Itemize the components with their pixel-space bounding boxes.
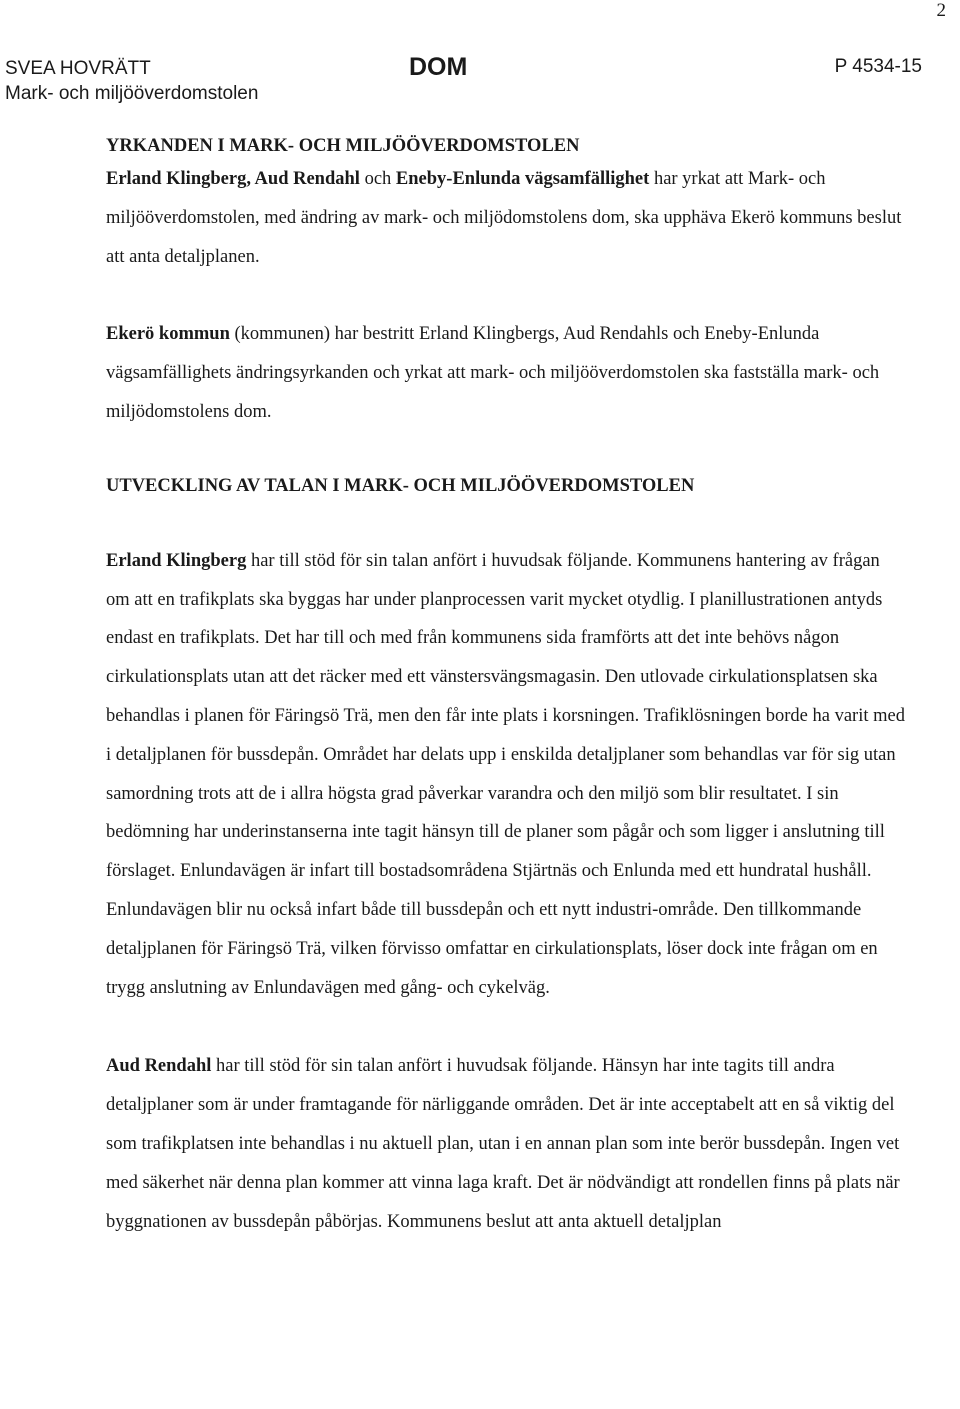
- paragraph-claims-appellants: [106, 160, 906, 276]
- court-name: SVEA HOVRÄTT: [5, 58, 151, 79]
- party-name-klingberg: Erland Klingberg: [106, 550, 247, 571]
- section-heading-arguments: UTVECKLING AV TALAN I MARK- OCH MILJÖÖVERDOMSTOLEN: [106, 475, 695, 496]
- connector-text: och: [359, 169, 396, 189]
- paragraph-text: (kommunen) har bestritt Erland Klingbergs, Aud Rendahls och Eneby-Enlunda vägsamfällighets ändringsyrkanden och yrkat att mark- och miljööverdomstolen ska fastställa mark- och miljödomstolens dom.: [106, 324, 880, 422]
- header-court-block: [5, 56, 258, 106]
- section-heading-claims: YRKANDEN I MARK- OCH MILJÖÖVERDOMSTOLEN: [106, 136, 580, 156]
- party-name-association: Eneby-Enlunda vägsamfällighet: [395, 169, 650, 189]
- court-division: Mark- och miljööverdomstolen: [5, 83, 259, 104]
- party-names: Erland Klingberg, Aud Rendahl: [106, 169, 360, 189]
- party-name-rendahl: Aud Rendahl: [106, 1056, 212, 1077]
- paragraph-arguments-rendahl: [106, 1047, 906, 1241]
- paragraph-arguments-klingberg: [106, 542, 906, 1008]
- document-body: [106, 132, 906, 1241]
- case-number: P 4534-15: [834, 56, 922, 77]
- paragraph-text: har yrkat att Mark- och miljööverdomstolen, med ändring av mark- och miljödomstolens dom, ska upphäva Ekerö kommuns beslut att anta detaljplanen.: [106, 169, 902, 267]
- paragraph-text: har till stöd för sin talan anfört i huvudsak följande. Kommunens hantering av frågan om att en trafikplats ska byggas har under planprocessen varit mycket otydlig. I planillustrationen antyds endast en trafikplats. Det har till och med från kommunens sida framförts att det inte behövs någon cirkulationsplats utan att det räcker med ett vänstersvängsmagasin. Den utlovade cirkulationsplatsen ska behandlas i planen för Färingsö Trä, men den får inte plats i korsningen. Trafiklösningen borde ha varit med i detaljplanen för bussdepån. Området har delats upp i enskilda detaljplaner som behandlas var för sig utan samordning trots att de i allra högsta grad påverkar varandra och den miljö som blir resultatet. I sin bedömning har underinstanserna inte tagit hänsyn till de planer som pågår och som ligger i anslutning till förslaget. Enlundavägen är infart till bostadsområdena Stjärtnäs och Enlunda med ett hundratal hushåll. Enlundavägen blir nu också infart både till bussdepån och ett nytt industri-område. Den tillkommande detaljplanen för Färingsö Trä, vilken förvisso omfattar en cirkulationsplats, löser dock inte frågan om en trygg anslutning av Enlundavägen med gång- och cykelväg.: [106, 550, 905, 998]
- page-number: 2: [936, 0, 946, 21]
- party-name-municipality: Ekerö kommun: [106, 324, 230, 345]
- paragraph-text: har till stöd för sin talan anfört i huvudsak följande. Hänsyn har inte tagits till andra detaljplaner som är under framtagande för närliggande områden. Det är inte acceptabelt att en så viktig del som trafikplatsen inte behandlas i nu aktuell plan, utan i en annan plan som inte berör bussdepån. Ingen vet med säkerhet när denna plan kommer att vinna laga kraft. Det är nödvändigt att rondellen finns på plats när byggnationen av bussdepån påbörjas. Kommunens beslut att anta aktuell detaljplan: [106, 1056, 900, 1232]
- paragraph-claims-municipality: [106, 315, 906, 431]
- document-type: DOM: [409, 53, 468, 81]
